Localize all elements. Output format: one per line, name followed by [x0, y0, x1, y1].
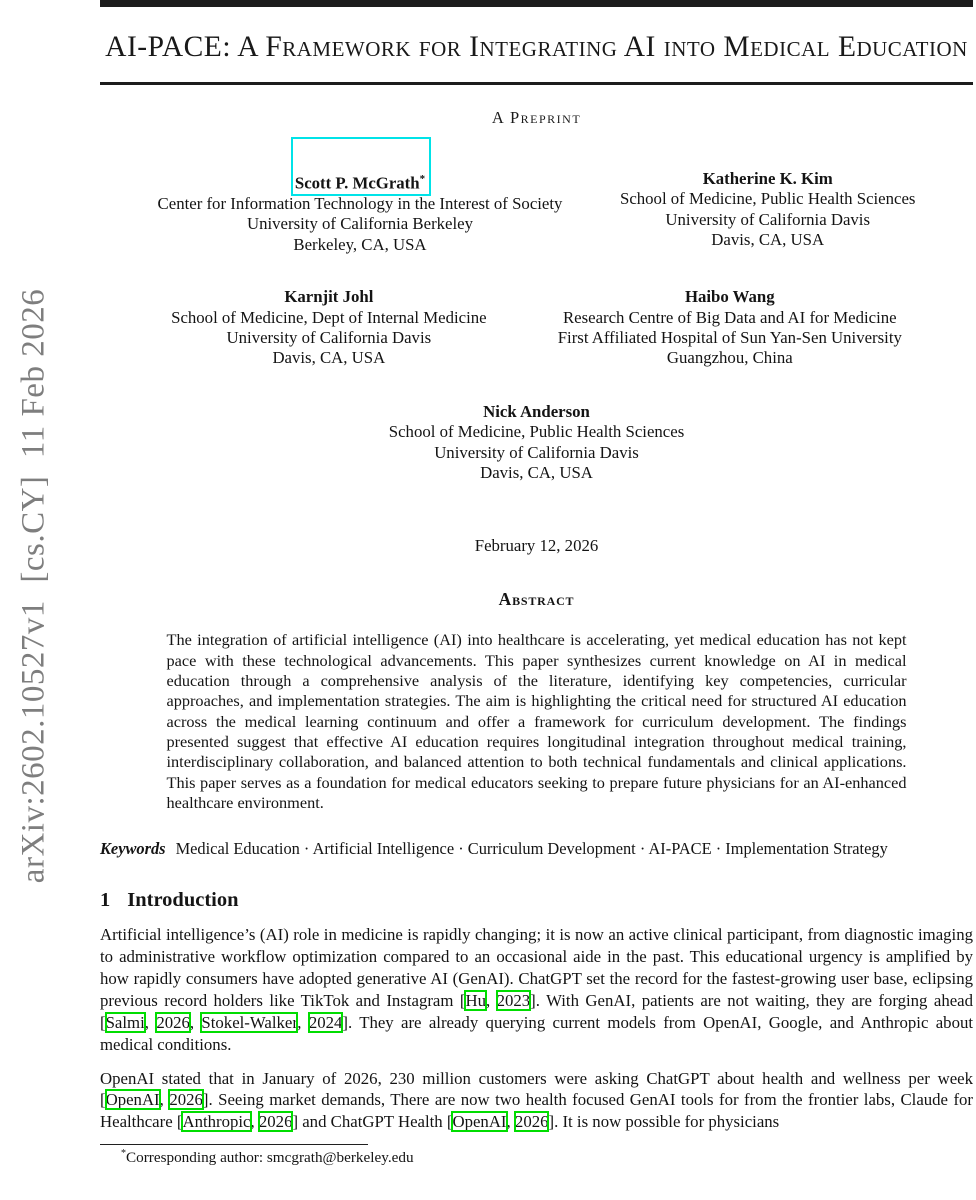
- footnote: [100, 1148, 973, 1167]
- citation-link[interactable]: OpenAI: [105, 1090, 160, 1110]
- citation-link[interactable]: 2026: [156, 1012, 190, 1032]
- keywords-label: Keywords: [100, 839, 166, 859]
- authors-row-3: [100, 402, 973, 484]
- author-name-anderson: [483, 402, 590, 422]
- author-affiliation: University of California Davis: [434, 442, 639, 462]
- author-affiliation: Guangzhou, China: [666, 348, 793, 368]
- author-affiliation: Davis, CA, USA: [711, 230, 825, 250]
- corresponding-author-mark: *: [419, 173, 426, 185]
- section-title: Introduction: [127, 889, 239, 912]
- author-name-kim: [703, 169, 833, 189]
- citation-link[interactable]: 2024: [308, 1012, 343, 1032]
- author-name-mcgrath: [295, 169, 425, 194]
- intro-paragraph-1: Artificial intelligence’s (AI) role in medicine is rapidly changing; it is now an active clinical participant, from diagnostic imaging to administrative workflow optimization compared to an occasional aide in the past. This educational urgency is amplified by how rapidly consumers have adopted generative AI (GenAI). ChatGPT set the record for the fastest-growing user base, eclipsing previous record holders like TikTok and Instagram [Hu, 2023]. With GenAI, patients are not waiting, they are forging ahead [Salmi, 2026, Stokel-Walker, 2024]. They are already querying current models from OpenAI, Google, and Anthropic about medical conditions.: [100, 925, 974, 1054]
- paper-title: AI-PACE: A Framework for Integrating AI into Medical Education: [105, 31, 968, 63]
- footnote-text: Corresponding author: smcgrath@berkeley.edu: [126, 1149, 414, 1167]
- author-name-text: Scott P. McGrath: [294, 173, 420, 193]
- keywords-list: Medical Education · Artificial Intelligence · Curriculum Development · AI-PACE · Implementation Strategy: [175, 839, 888, 859]
- author-affiliation: First Affiliated Hospital of Sun Yan-Sen University: [557, 328, 902, 348]
- author-name-text: Haibo Wang: [684, 287, 775, 307]
- paper-content: [100, 0, 973, 1167]
- author-block-kim: [620, 169, 915, 251]
- authors-row-2: [100, 287, 973, 369]
- footnote-rule: [100, 1144, 368, 1145]
- preprint-label: A Preprint: [491, 108, 582, 127]
- citation-link[interactable]: Anthropic: [182, 1112, 251, 1132]
- citation-link[interactable]: 2026: [514, 1112, 549, 1132]
- author-affiliation: University of California Davis: [226, 328, 432, 348]
- authors-row-1: [100, 169, 973, 255]
- author-name-johl: [284, 287, 373, 307]
- author-affiliation: Davis, CA, USA: [480, 463, 593, 483]
- author-affiliation: Berkeley, CA, USA: [293, 234, 427, 254]
- arxiv-watermark: arXiv:2602.10527v1 [cs.CY] 11 Feb 2026: [15, 288, 52, 884]
- citation-link[interactable]: Hu: [465, 990, 486, 1010]
- intro-paragraph-2: OpenAI stated that in January of 2026, 230 million customers were asking ChatGPT about health and wellness per week [OpenAI, 2026]. Seeing market demands, There are now two health focused GenAI tools for from the frontier labs, Claude for Healthcare [Anthropic, 2026] and ChatGPT Health [OpenAI, 2026]. It is now possible for physicians: [100, 1068, 974, 1132]
- author-name-text: Katherine K. Kim: [702, 169, 833, 188]
- citation-link[interactable]: 2023: [496, 990, 531, 1010]
- author-affiliation: Research Centre of Big Data and AI for Medicine: [562, 307, 897, 327]
- author-block-johl: [171, 287, 486, 369]
- citation-link[interactable]: OpenAI: [452, 1112, 507, 1132]
- title-rule: [100, 82, 973, 85]
- keywords-line: [100, 839, 973, 859]
- top-rule: [100, 0, 973, 7]
- abstract-text: The integration of artificial intelligence (AI) into healthcare is accelerating, yet medical education has not kept pace with these technological advancements. This paper synthesizes current knowledge on AI in medical education through a comprehensive analysis of the literature, identifying key competencies, curricular approaches, and implementation strategies. The aim is highlighting the critical need for structured AI education across the medical learning continuum and offer a framework for curriculum development. The findings presented suggest that effective AI education requires longitudinal integration throughout medical training, interdisciplinary collaboration, and balanced attention to both technical fundamentals and clinical applications. This paper serves as a foundation for medical educators seeking to prepare future physicians for an AI-enhanced healthcare environment.: [166, 630, 907, 812]
- author-affiliation: University of California Davis: [665, 209, 871, 229]
- author-block-mcgrath: [158, 169, 563, 255]
- section-number: 1: [100, 889, 111, 912]
- author-block-anderson: [389, 402, 684, 484]
- citation-link[interactable]: 2026: [258, 1112, 293, 1132]
- publication-date: February 12, 2026: [474, 536, 599, 556]
- section-heading-introduction: [100, 889, 973, 912]
- citation-link[interactable]: Salmi: [105, 1012, 145, 1032]
- author-affiliation: Davis, CA, USA: [272, 348, 386, 368]
- footnote-marker: *: [121, 1148, 126, 1160]
- citation-link[interactable]: 2026: [169, 1090, 203, 1110]
- author-name-wang: [685, 287, 775, 307]
- author-affiliation: School of Medicine, Public Health Sciences: [619, 189, 916, 209]
- citation-link[interactable]: Stokel-Walker: [201, 1012, 298, 1032]
- author-affiliation: University of California Berkeley: [246, 214, 473, 234]
- author-name-text: Karnjit Johl: [284, 287, 374, 307]
- author-name-text: Nick Anderson: [483, 401, 590, 421]
- author-affiliation: School of Medicine, Public Health Sciences: [388, 422, 685, 442]
- author-affiliation: School of Medicine, Dept of Internal Medicine: [171, 307, 487, 327]
- author-affiliation: Center for Information Technology in the Interest of Society: [157, 194, 563, 213]
- abstract-heading: Abstract: [498, 589, 575, 610]
- author-block-wang: [558, 287, 902, 369]
